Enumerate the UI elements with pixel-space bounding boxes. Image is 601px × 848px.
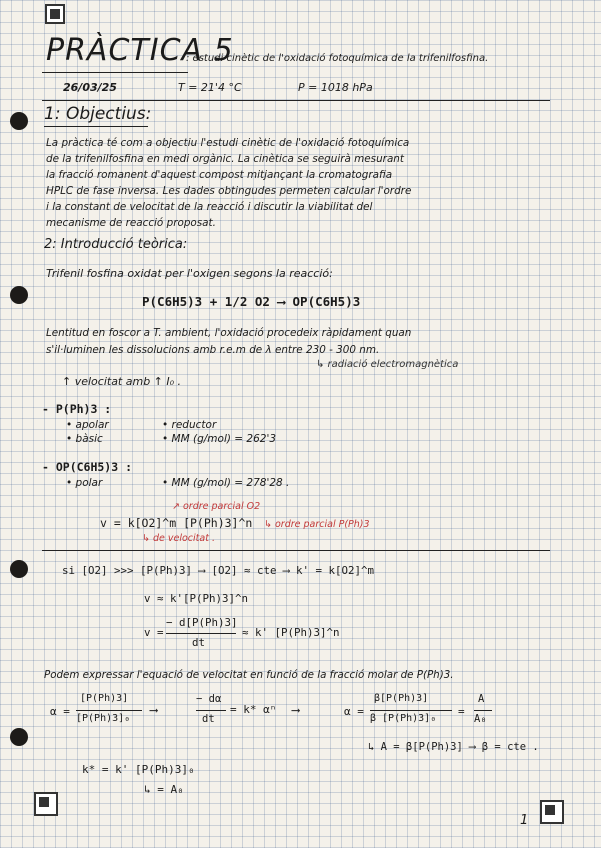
compound-prop: • MM (g/mol) = 278'28 . — [162, 477, 290, 489]
derivation-line: v ≈ k'[P(Ph)3]^n — [144, 592, 249, 605]
section-rule — [42, 550, 550, 551]
compound-name: - OP(C6H5)3 : — [42, 460, 133, 474]
compound-prop: • MM (g/mol) = 262'3 — [162, 433, 277, 445]
alpha2-equals: = — [458, 705, 465, 718]
kstar-note: ↳ = A₀ — [144, 783, 184, 796]
session-date: 26/03/25 — [63, 81, 117, 94]
eq-numerator: − d[P(Ph)3] — [166, 616, 238, 629]
notebook-logo-icon — [45, 4, 65, 24]
compound-prop: • apolar — [66, 419, 109, 431]
annotation-order-pph3: ↳ ordre parcial P(Ph)3 — [264, 519, 370, 530]
alpha2-numerator: β[P(Ph)3] — [374, 693, 429, 704]
annotation-rate-constant: ↳ de velocitat . — [142, 533, 215, 544]
text-line: Lentitud en foscor a T. ambient, l'oxidació procedeix ràpidament quan — [46, 327, 412, 339]
page-number: 1 — [520, 813, 529, 828]
compound-prop: • bàsic — [66, 433, 103, 445]
alpha2-denominator2: A₀ — [474, 713, 487, 725]
alpha2-denominator: β [P(Ph)3]₀ — [370, 713, 437, 724]
notebook-corner-icon — [34, 792, 58, 816]
velocity-note: ↑ velocitat amb ↑ I₀ . — [62, 375, 182, 388]
fraction-bar — [196, 710, 226, 711]
compound-prop: • polar — [66, 477, 103, 489]
text-line: La pràctica té com a objectiu l'estudi cinètic de l'oxidació fotoquímica — [46, 137, 410, 149]
alpha-denominator: [P(Ph)3]₀ — [76, 713, 131, 724]
alpha-lhs: α = — [50, 705, 70, 718]
dalpha-rhs: = k* αⁿ — [230, 703, 277, 716]
page-title: PRÀCTICA 5 — [46, 33, 234, 68]
alpha-numerator: [P(Ph)3] — [80, 693, 129, 704]
dalpha-denominator: dt — [202, 713, 215, 725]
text-line: la fracció romanent d'aquest compost mitjançant la cromatografia — [46, 169, 393, 181]
fraction-bar — [370, 710, 452, 711]
section-heading-introduccio: 2: Introducció teòrica: — [44, 237, 188, 252]
alpha2-numerator2: A — [478, 693, 485, 705]
eq-lhs: v = — [144, 626, 164, 639]
rem-note: ↳ radiació electromagnètica — [316, 359, 459, 370]
text-line: s'il·luminen les dissolucions amb r.e.m de λ entre 230 - 300 nm. — [46, 344, 380, 356]
binder-ring-icon — [10, 560, 28, 578]
dalpha-numerator: − dα — [196, 693, 222, 705]
arrow: ⟶ — [150, 703, 158, 717]
text-line: mecanisme de reacció proposat. — [46, 217, 216, 229]
alpha2-lhs: α = — [344, 705, 364, 718]
title-underline — [42, 72, 188, 73]
text-line: i la constant de velocitat de la reacció i discutir la viabilitat del — [46, 201, 373, 213]
fraction-bar — [474, 710, 492, 711]
binder-ring-icon — [10, 112, 28, 130]
fraction-bar — [166, 633, 236, 634]
arrow: ⟶ — [292, 703, 300, 717]
compound-prop: • reductor — [162, 419, 217, 431]
compound-name: - P(Ph)3 : — [42, 402, 112, 416]
binder-ring-icon — [10, 286, 28, 304]
notebook-corner-icon — [540, 800, 564, 824]
derivation-condition: si [O2] >>> [P(Ph)3] ⟶ [O2] ≈ cte ⟶ k' = k[O2]^m — [62, 564, 375, 577]
annotation-order-o2: ↗ ordre parcial O2 — [172, 501, 261, 512]
kstar-equation: k* = k' [P(Ph)3]₀ — [82, 763, 195, 776]
reaction-equation: P(C6H5)3 + 1/2 O2 ⟶ OP(C6H5)3 — [142, 294, 361, 309]
intro-line: Trifenil fosfina oxidat per l'oxigen segons la reacció: — [46, 267, 333, 280]
eq-denominator: dt — [192, 636, 206, 649]
eq-rhs: ≈ k' [P(Ph)3]^n — [242, 626, 340, 639]
session-pressure: P = 1018 hPa — [298, 81, 373, 94]
text-line: de la trifenilfosfina en medi orgànic. La cinètica se seguirà mesurant — [46, 153, 404, 165]
rate-law-equation: v = k[O2]^m [P(Ph)3]^n — [100, 516, 253, 530]
section-heading-objectius: 1: Objectius: — [44, 104, 152, 124]
binder-ring-icon — [10, 728, 28, 746]
header-rule — [42, 100, 550, 101]
page-subtitle: : estudi cinètic de l'oxidació fotoquímica de la trifenilfosfina. — [186, 53, 489, 64]
beta-line: ↳ A = β[P(Ph)3] ⟶ β = cte . — [368, 741, 539, 753]
fraction-bar — [76, 710, 142, 711]
molar-fraction-intro: Podem expressar l'equació de velocitat en funció de la fracció molar de P(Ph)3. — [44, 669, 454, 681]
session-temperature: T = 21'4 °C — [178, 81, 242, 94]
text-line: HPLC de fase inversa. Les dades obtingudes permeten calcular l'ordre — [46, 185, 412, 197]
heading-underline — [44, 126, 148, 127]
